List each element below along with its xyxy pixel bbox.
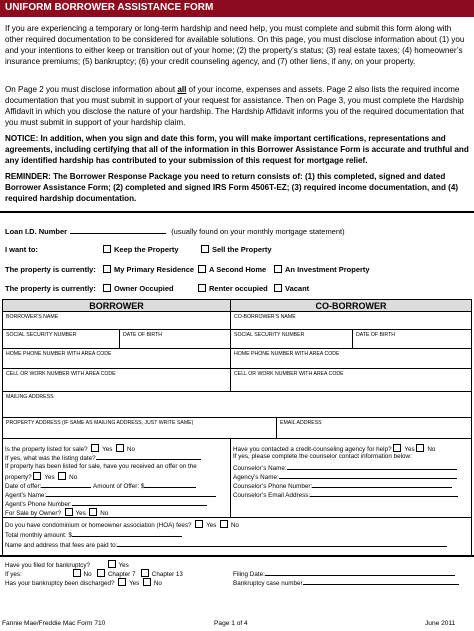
reminder-paragraph: REMINDER: The Borrower Response Package you need to return consists of: (1) this completed, signed and dated Borrower Assistance Form; (2) completed and signed IRS Form 4506T-EZ; (3) required income documentation, and (4) required hardship documentation. <box>5 172 459 203</box>
fsbo-yes-label: Yes <box>75 510 86 517</box>
owner-occupied-option[interactable] <box>103 284 174 293</box>
listed-for-sale-text: Is the property listed for sale? <box>5 446 88 453</box>
discharged-no-checkbox[interactable] <box>143 578 151 586</box>
discharged-no-label: No <box>153 580 162 587</box>
borrower-cell-phone-label: CELL OR WORK NUMBER WITH AREA CODE <box>6 371 116 377</box>
form-title: UNIFORM BORROWER ASSISTANCE FORM <box>5 2 214 13</box>
intent-label: I want to: <box>5 245 38 254</box>
borrower-dob-label: DATE OF BIRTH <box>123 332 163 338</box>
filing-date-label: Filing Date: <box>233 571 265 578</box>
coborrower-header: CO-BORROWER <box>230 299 472 312</box>
borrower-name-label: BORROWER’S NAME <box>6 314 59 320</box>
coborrower-name-label: CO-BORROWER’S NAME <box>234 314 296 320</box>
chapter-13-label: Chapter 13 <box>151 571 183 578</box>
form-title-bar <box>0 0 474 17</box>
keep-property-checkbox[interactable] <box>103 245 111 253</box>
counsel-yes-label: Yes <box>404 446 415 453</box>
vacant-option[interactable] <box>274 284 309 293</box>
borrower-home-phone-label: HOME PHONE NUMBER WITH AREA CODE <box>6 351 112 357</box>
counselor-phone-label: Counselor’s Phone Number: <box>233 483 313 490</box>
sell-property-label: Sell the Property <box>212 245 272 254</box>
coborrower-ssn-field[interactable] <box>230 329 353 349</box>
hoa-address-input[interactable] <box>117 540 447 547</box>
counselor-email-input[interactable] <box>310 490 458 497</box>
counselor-instructions: If yes, please complete the counselor contact information below: <box>233 453 412 460</box>
property-status-label: The property is currently: <box>5 265 96 274</box>
footer-date: June 2011 <box>425 620 456 627</box>
loan-id-input[interactable] <box>70 226 166 234</box>
listing-date-input[interactable] <box>96 453 201 460</box>
bankruptcy-yes-label: Yes <box>118 562 129 569</box>
investment-property-label: An Investment Property <box>285 265 370 274</box>
borrower-home-phone-field[interactable] <box>2 348 231 369</box>
offer-date-row <box>5 481 196 490</box>
investment-property-option[interactable] <box>274 265 370 274</box>
hoa-yes-checkbox[interactable] <box>195 520 203 528</box>
listed-no-checkbox[interactable] <box>116 444 124 452</box>
counsel-yes-checkbox[interactable] <box>393 444 401 452</box>
agency-name-row <box>233 472 457 481</box>
offer-yes-label: Yes <box>44 474 55 481</box>
offer-no-checkbox[interactable] <box>58 472 66 480</box>
bankruptcy-yes-checkbox[interactable] <box>108 560 116 568</box>
coborrower-cell-phone-label: CELL OR WORK NUMBER WITH AREA CODE <box>234 371 344 377</box>
property-status-row <box>5 265 465 274</box>
coborrower-home-phone-label: HOME PHONE NUMBER WITH AREA CODE <box>234 351 340 357</box>
mailing-address-field[interactable] <box>2 391 472 418</box>
fsbo-no-checkbox[interactable] <box>89 508 97 516</box>
offer-date-input[interactable] <box>41 481 91 488</box>
vacant-checkbox[interactable] <box>274 284 282 292</box>
borrower-cell-phone-field[interactable] <box>2 368 231 392</box>
coborrower-home-phone-field[interactable] <box>230 348 472 369</box>
agent-phone-row <box>5 499 207 508</box>
chapter-7-label: Chapter 7 <box>107 571 136 578</box>
second-home-option[interactable] <box>198 265 266 274</box>
hoa-total-row <box>5 530 182 539</box>
case-number-row <box>233 578 459 587</box>
offer-received-row: If property has been listed for sale, have you received an offer on the <box>5 463 197 470</box>
primary-residence-option[interactable] <box>103 265 194 274</box>
fsbo-no-label: No <box>100 510 109 517</box>
hoa-total-label: Total monthly amount: $ <box>5 532 72 539</box>
offer-amount-label: Amount of Offer: $ <box>93 483 145 490</box>
owner-occupied-label: Owner Occupied <box>114 284 174 293</box>
case-number-input[interactable] <box>303 578 459 585</box>
bankruptcy-no-checkbox[interactable] <box>73 569 81 577</box>
coborrower-ssn-label: SOCIAL SECURITY NUMBER <box>234 332 305 338</box>
section-divider-top <box>0 211 474 213</box>
borrower-ssn-label: SOCIAL SECURITY NUMBER <box>6 332 77 338</box>
listing-date-label: If yes, what was the listing date? <box>5 455 96 462</box>
counselor-name-row <box>233 463 457 472</box>
footer-form-id: Fannie Mae/Freddie Mac Form 710 <box>2 620 106 627</box>
hoa-address-label: Name and address that fees are paid to: <box>5 542 118 549</box>
listed-for-sale-question <box>5 444 135 453</box>
fsbo-label: For Sale by Owner? <box>5 510 61 517</box>
counselor-email-label: Counselor’s Email Address: <box>233 492 311 499</box>
second-home-checkbox[interactable] <box>198 265 206 273</box>
fsbo-yes-checkbox[interactable] <box>65 508 73 516</box>
agent-name-row <box>5 490 216 499</box>
coborrower-cell-phone-field[interactable] <box>230 368 472 392</box>
case-number-label: Bankruptcy case number <box>233 580 303 587</box>
loan-id-note: (usually found on your monthly mortgage statement) <box>171 227 345 236</box>
hoa-no-checkbox[interactable] <box>220 520 228 528</box>
keep-property-label: Keep the Property <box>114 245 179 254</box>
counsel-no-label: No <box>427 446 436 453</box>
borrower-ssn-field[interactable] <box>2 329 120 349</box>
renter-occupied-checkbox[interactable] <box>198 284 206 292</box>
listing-date-row <box>5 453 201 462</box>
bankruptcy-question-text: Have you filed for bankruptcy? <box>5 562 91 569</box>
chapter-7-checkbox[interactable] <box>97 569 105 577</box>
hoa-question-text: Do you have condominium or homeowner association (HOA) fees? <box>5 522 192 529</box>
bankruptcy-discharged-label: Has your bankruptcy been discharged? <box>5 580 115 587</box>
agent-name-label: Agent’s Name: <box>5 492 47 499</box>
agency-name-input[interactable] <box>279 472 457 479</box>
hoa-total-input[interactable] <box>72 530 182 537</box>
borrower-header: BORROWER <box>2 299 231 312</box>
offer-received-answer <box>5 472 77 481</box>
credit-counseling-text: Have you contacted a credit-counseling agency for help? <box>233 446 392 453</box>
hoa-address-row <box>5 540 447 549</box>
credit-counseling-question <box>233 444 435 453</box>
loan-id-label: Loan I.D. Number <box>5 227 68 236</box>
intro-p2-before: On Page 2 you must disclose information about <box>5 85 178 94</box>
counselor-email-row <box>233 490 458 499</box>
bankruptcy-question <box>5 560 129 569</box>
offer-no-label: No <box>69 474 78 481</box>
occupancy-row <box>5 284 465 293</box>
agent-name-input[interactable] <box>46 490 216 497</box>
intent-row <box>5 245 465 254</box>
email-address-label: EMAIL ADDRESS <box>280 420 322 426</box>
notice-paragraph: NOTICE: In addition, when you sign and date this form, you will make important certifications, representations and agreements, including certifying that all of the information in this Borrower Assistance Form is accurate and truthful and any identified hardship has contributed to your submission of this request for mortgage relief. <box>5 134 469 165</box>
email-address-field[interactable] <box>276 417 472 439</box>
sell-property-option[interactable] <box>201 245 272 254</box>
mailing-address-label: MAILING ADDRESS <box>6 394 54 400</box>
keep-property-option[interactable] <box>103 245 179 254</box>
coborrower-dob-field[interactable] <box>352 329 472 349</box>
listed-yes-label: Yes <box>102 446 113 453</box>
renter-occupied-label: Renter occupied <box>209 284 268 293</box>
hoa-yes-label: Yes <box>206 522 217 529</box>
bankruptcy-discharged-row <box>5 578 162 587</box>
coborrower-name-field[interactable] <box>230 311 472 330</box>
primary-residence-checkbox[interactable] <box>103 265 111 273</box>
occupancy-label: The property is currently: <box>5 284 96 293</box>
counselor-name-input[interactable] <box>287 463 457 470</box>
offer-amount-input[interactable] <box>144 481 196 488</box>
counsel-no-checkbox[interactable] <box>416 444 424 452</box>
fsbo-row <box>5 508 108 517</box>
agent-phone-label: Agent’s Phone Number: <box>5 501 72 508</box>
hoa-no-label: No <box>230 522 239 529</box>
filing-date-input[interactable] <box>265 569 455 576</box>
loan-id-row <box>5 226 345 236</box>
borrower-name-field[interactable] <box>2 311 231 330</box>
primary-residence-label: My Primary Residence <box>114 265 195 274</box>
investment-property-checkbox[interactable] <box>274 265 282 273</box>
discharged-yes-label: Yes <box>129 580 140 587</box>
coborrower-dob-label: DATE OF BIRTH <box>356 332 396 338</box>
second-home-label: A Second Home <box>209 265 267 274</box>
footer-page-number: Page 1 of 4 <box>214 620 248 627</box>
offer-property-label: property? <box>5 474 32 481</box>
counselor-name-label: Counselor’s Name: <box>233 465 287 472</box>
offer-date-label: Date of offer: <box>5 483 42 490</box>
counselor-phone-input[interactable] <box>312 481 452 488</box>
chapter-13-checkbox[interactable] <box>141 569 149 577</box>
property-address-label: PROPERTY ADDRESS (IF SAME AS MAILING ADDRESS, JUST WRITE SAME) <box>6 420 194 426</box>
agency-name-label: Agency’s Name: <box>233 474 279 481</box>
listed-yes-checkbox[interactable] <box>91 444 99 452</box>
borrower-dob-field[interactable] <box>119 329 231 349</box>
hoa-question <box>5 520 239 529</box>
discharged-yes-checkbox[interactable] <box>118 578 126 586</box>
intro-p2-all: all <box>177 85 187 94</box>
intro-paragraph-1: If you are experiencing a temporary or long-term hardship and need help, you must complete and submit this form along with other required documentation to be considered for available solutions. On this page, you must disclose information about (1) you and your intentions to either keep or transition out of your home; (2) the property’s status; (3) real estate taxes; (4) homeowner’s insurance premiums; (5) bankruptcy; (6) your credit counseling agency, and (7) other liens, if any, on your property. <box>5 24 465 66</box>
bankruptcy-no-label: No <box>83 571 92 578</box>
listed-no-label: No <box>126 446 135 453</box>
renter-occupied-option[interactable] <box>198 284 268 293</box>
owner-occupied-checkbox[interactable] <box>103 284 111 292</box>
filing-date-row <box>233 569 455 578</box>
intro-p2-after: of your income, expenses and assets. Page 2 also lists the required income documentation that you must submit in support of your request for assistance. Then on Page 3, you must complete the Hardship Affidavit in which you disclose the nature of your hardship. The Hardship Affidavit informs you of the required documentation that you must submit in support of your hardship claim. <box>5 85 464 127</box>
offer-yes-checkbox[interactable] <box>33 472 41 480</box>
counselor-phone-row <box>233 481 452 490</box>
vacant-label: Vacant <box>285 284 310 293</box>
intro-paragraph-2 <box>5 84 469 128</box>
agent-phone-input[interactable] <box>72 499 207 506</box>
section-divider-bottom <box>0 555 474 557</box>
bankruptcy-chapter-row <box>5 569 183 578</box>
bankruptcy-ifyes-label: If yes: <box>5 571 22 578</box>
property-address-field[interactable] <box>2 417 277 439</box>
sell-property-checkbox[interactable] <box>201 245 209 253</box>
